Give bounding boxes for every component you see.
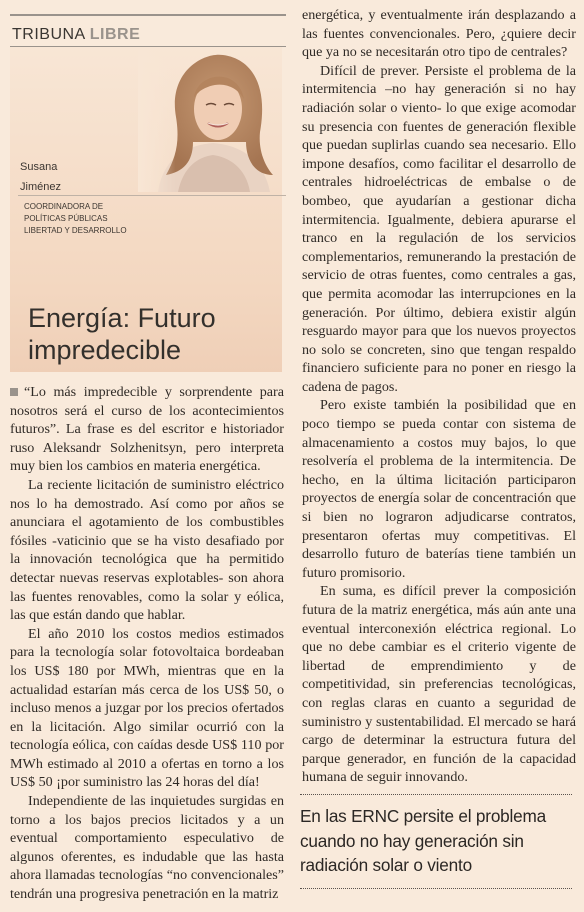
article-headline	[28, 302, 288, 366]
paragraph	[10, 383, 284, 476]
paragraph: El año 2010 los costos medios estimados para la tecnología solar fotovoltaica bordeaban los US$ 180 por MWh, mientras que en la actualidad estarían más cerca de los US$ 50, o incluso menos a juzgar por los precios ofertados en la licitación. Algo similar ocurrió con la tecnología eólica, con caídas desde US$ 110 por MWh estimado al 2010 a ofertas en torno a los US$ 50 ¡por suministro las 24 horas del día!	[10, 625, 284, 791]
author-role	[24, 201, 224, 237]
author-role-line: COORDINADORA DE	[24, 202, 104, 211]
paragraph: Independiente de las inquietudes surgidas en torno a los bajos precios licitados y a un eventual comportamiento especulativo de algunos oferentes, es indudable que las hasta ahora llamadas tecnologías “no convencionales” tendrán una progresiva penetración en la matriz	[10, 793, 284, 903]
author-portrait-icon	[138, 47, 288, 192]
section-title-light: LIBRE	[89, 26, 141, 43]
section-title	[12, 26, 140, 44]
section-top-rule	[10, 14, 286, 16]
paragraph: En suma, es difícil prever la composición futura de la matriz energética, más aún ante una eventual interconexión eléctrica regional. Lo que no debe cambiar es el criterio vigente de libertad de emprendimiento y de competitividad, sin preferencias tecnológicas, con reglas claras en cuanto a seguridad de suministro y sustentabilidad. El mercado se hará cargo de determinar la estructura futura del parque generador, en función de la capacidad humana de seguir innovando.	[302, 583, 576, 786]
paragraph: Difícil de prever. Persiste el problema de la intermitencia –no hay generación si no hay radiación solar o viento- lo que exige acomodar su presencia con fuentes de generación flexible que puedan suplirlas cuando sea necesario. Ello impone desafíos, como facilitar el desarrollo de centrales hidroeléctricas de embalse o de bombeo, que ayudarían a gestionar dicha intermitencia. Igualmente, debiera apurarse el tranco en la regulación de los servicios complementarios, remunerando la prestación de servicio de otras fuentes, como centrales a gas, que permita acomodar las interrupciones en la generación. Por último, debiera existir algún resguardo mayor para que los nuevos proyectos no solo se concreten, sino que tengan respaldo financiero suficiente para no poner en riesgo la cadena de pagos.	[302, 62, 576, 395]
pullquote-top-rule	[300, 794, 572, 795]
paragraph-text: “Lo más impredecible y sorprendente para nosotros será el curso de los acontecimientos futuros”. La frase es del escritor e historiador ruso Aleksandr Solzhenitsyn, pero interpreta muy bien los cambios en materia energética.	[10, 384, 284, 475]
paragraph: Pero existe también la posibilidad que en poco tiempo se pueda contar con sistema de almacenamiento a costos muy bajos, lo que resolvería el problema de la intermitencia. De hecho, en la última licitación participaron proyectos de energía solar de concentración que si bien no lograron adjudicarse contratos, presentaron ofertas muy competitivas. El desarrollo futuro de baterías tiene también un futuro promisorio.	[302, 397, 576, 581]
paragraph: energética, y eventualmente irán desplazando a las fuentes convencionales. Pero, ¿quiere decir que ya no se necesitarán otro tipo de centrales?	[302, 7, 576, 61]
paragraph: La reciente licitación de suministro eléctrico nos lo ha demostrado. Así como por años se anunciara el agotamiento de los combustibles fósiles -vaticinio que se ha visto desafiado por la innovación tecnológica que ha permitido detectar nuevas reservas explotables- son ahora las fuentes renovables, como la solar y eólica, las que están dando que hablar.	[10, 476, 284, 624]
author-role-line: POLÍTICAS PÚBLICAS	[24, 214, 108, 223]
headline-line-2: impredecible	[28, 335, 182, 365]
pullquote: En las ERNC persite el problema cuando no hay generación sin radiación solar o viento	[300, 806, 546, 875]
left-column	[8, 0, 284, 912]
author-divider	[18, 195, 286, 196]
author-first-name: Susana	[20, 161, 58, 173]
pullquote-bottom-rule	[300, 888, 572, 889]
author-name	[20, 157, 120, 197]
author-role-line: LIBERTAD Y DESARROLLO	[24, 226, 127, 235]
article-body-left	[10, 383, 284, 904]
square-bullet-icon	[10, 388, 18, 396]
section-title-strong: TRIBUNA	[12, 26, 86, 43]
headline-line-1: Energía: Futuro	[28, 303, 216, 333]
article-body-right	[302, 6, 576, 787]
right-column	[300, 0, 576, 912]
author-last-name: Jiménez	[20, 181, 61, 193]
